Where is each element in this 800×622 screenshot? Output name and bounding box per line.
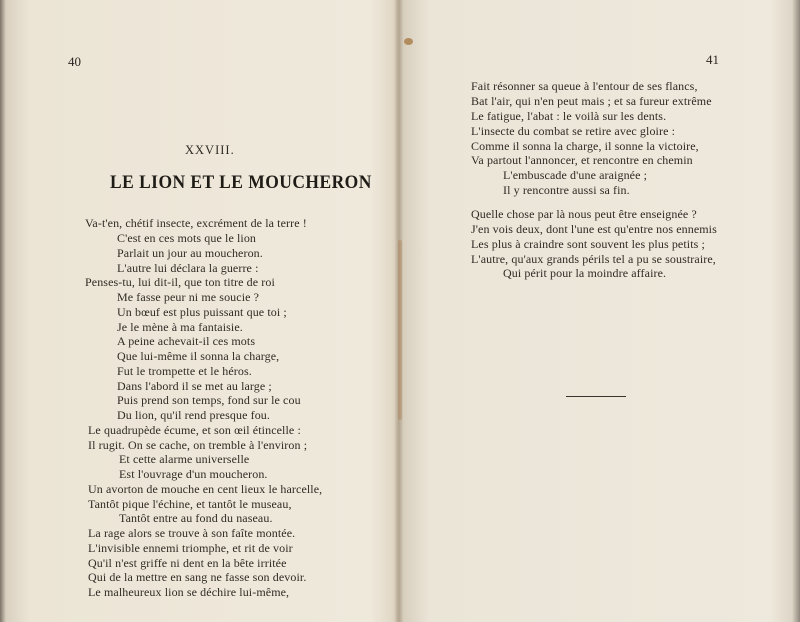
verse-line: Me fasse peur ni me soucie ?: [117, 290, 260, 304]
poem-title: LE LION ET LE MOUCHERON: [110, 172, 372, 193]
verse-line: Je le mène à ma fantaisie.: [117, 320, 243, 334]
left-page-number: 40: [68, 54, 81, 69]
verse-line: Tantôt pique l'échine, et tantôt le museau,: [88, 497, 292, 511]
verse-line: Dans l'abord il se met au large ;: [117, 379, 272, 393]
verse-line: L'embuscade d'une araignée ;: [503, 168, 648, 182]
verse-line: Un avorton de mouche en cent lieux le harcelle,: [88, 482, 323, 496]
section-number: XXVIII.: [185, 143, 235, 157]
verse-line: L'insecte du combat se retire avec gloire :: [471, 124, 676, 138]
verse-line: Le quadrupède écume, et son œil étincelle :: [88, 423, 301, 437]
verse-line: Fait résonner sa queue à l'entour de ses flancs,: [471, 79, 698, 93]
right-page-number: 41: [706, 52, 719, 67]
verse-line: L'invisible ennemi triomphe, et rit de voir: [88, 541, 293, 555]
verse-line: Est l'ouvrage d'un moucheron.: [119, 467, 268, 481]
verse-line: Quelle chose par là nous peut être enseignée ?: [471, 207, 697, 221]
verse-line: Et cette alarme universelle: [119, 452, 250, 466]
verse-line: Bat l'air, qui n'en peut mais ; et sa fureur extrême: [471, 94, 712, 108]
verse-line: La rage alors se trouve à son faîte montée.: [88, 526, 296, 540]
verse-line: Un bœuf est plus puissant que toi ;: [117, 305, 287, 319]
foxing-spot: [404, 38, 413, 45]
verse-line: Le fatigue, l'abat : le voilà sur les dents.: [471, 109, 667, 123]
verse-line: Du lion, qu'il rend presque fou.: [117, 408, 271, 422]
verse-line: C'est en ces mots que le lion: [117, 231, 257, 245]
fold-stain: [398, 240, 402, 420]
verse-line: Il rugit. On se cache, on tremble à l'environ ;: [88, 438, 308, 452]
verse-line: Comme il sonna la charge, il sonne la victoire,: [471, 139, 699, 153]
verse-line: Parlait un jour au moucheron.: [117, 246, 263, 260]
verse-line: Il y rencontre aussi sa fin.: [503, 183, 630, 197]
verse-line: Le malheureux lion se déchire lui-même,: [88, 585, 290, 599]
verse-line: Qui périt pour la moindre affaire.: [503, 266, 667, 280]
verse-line: Puis prend son temps, fond sur le cou: [117, 393, 301, 407]
end-rule: [566, 396, 626, 397]
verse-line: A peine achevait-il ces mots: [117, 334, 256, 348]
verse-line: Qu'il n'est griffe ni dent en la bête irritée: [88, 556, 287, 570]
verse-line: Va-t'en, chétif insecte, excrément de la terre !: [85, 216, 307, 230]
verse-line: L'autre, qu'aux grands périls tel a pu se soustraire,: [471, 252, 716, 266]
verse-line: Les plus à craindre sont souvent les plus petits ;: [471, 237, 705, 251]
verse-line: Qui de la mettre en sang ne fasse son devoir.: [88, 570, 307, 584]
verse-line: Penses-tu, lui dit-il, que ton titre de roi: [85, 275, 275, 289]
verse-line: Tantôt entre au fond du naseau.: [119, 511, 273, 525]
verse-line: Que lui-même il sonna la charge,: [117, 349, 280, 363]
verse-line: L'autre lui déclara la guerre :: [117, 261, 259, 275]
verse-line: Fut le trompette et le héros.: [117, 364, 252, 378]
verse-line: Va partout l'annoncer, et rencontre en chemin: [471, 153, 693, 167]
verse-line: J'en vois deux, dont l'une est qu'entre nos ennemis: [471, 222, 717, 236]
